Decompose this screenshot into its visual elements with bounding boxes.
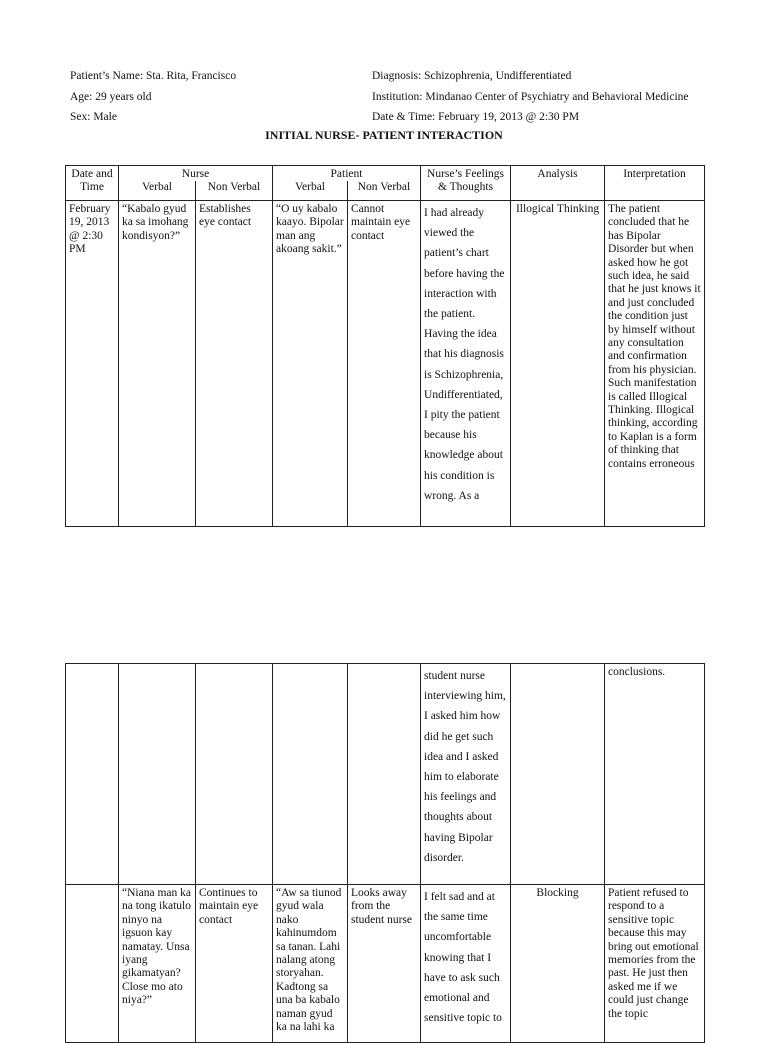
cell-interpretation: conclusions. xyxy=(605,664,705,885)
cell-patient-nonverbal: Cannot maintain eye contact xyxy=(348,200,421,526)
col-header-patient: Patient xyxy=(273,166,421,182)
cell-feelings: I had already viewed the patient’s chart before having the interaction with the patient. Having the idea that his diagnosis is Schizophrenia, Undifferentiated, I pity the patient because his knowledge about his condition is wrong. As a xyxy=(421,200,511,526)
cell-nurse-verbal: “Kabalo gyud ka sa imohang kondisyon?” xyxy=(119,200,196,526)
col-header-analysis: Analysis xyxy=(511,166,605,201)
cell-interpretation: Patient refused to respond to a sensitive topic because this may bring out emotional memories from the past. He just then asked me if we could just change the topic xyxy=(605,885,705,1043)
interaction-table xyxy=(65,165,705,527)
cell-patient-verbal: “O uy kabalo kaayo. Bipolar man ang akoang sakit.” xyxy=(273,200,348,526)
page-title: INITIAL NURSE- PATIENT INTERACTION xyxy=(265,128,503,142)
cell-analysis: Illogical Thinking xyxy=(511,200,605,526)
cell-nurse-nonverbal: Continues to maintain eye contact xyxy=(196,885,273,1043)
cell-date xyxy=(66,664,119,885)
col-header-interpretation: Interpretation xyxy=(605,166,705,201)
col-header-date: Date and Time xyxy=(66,166,119,201)
cell-nurse-nonverbal xyxy=(196,664,273,885)
cell-interpretation: The patient concluded that he has Bipolar Disorder but when asked how he got such idea, he said that he just knows it and just concluded the condition just by himself without any consultation and confirmation from his physician. Such manifestation is called Illogical Thinking. Illogical thinking, according to Kaplan is a form of thinking that contains erroneous xyxy=(605,200,705,526)
patient-name: Patient’s Name: Sta. Rita, Francisco xyxy=(70,70,237,82)
cell-patient-nonverbal: Looks away from the student nurse xyxy=(348,885,421,1043)
col-header-patient-nonverbal: Non Verbal xyxy=(348,181,421,200)
cell-nurse-verbal xyxy=(119,664,196,885)
col-header-nurse: Nurse xyxy=(119,166,273,182)
cell-date xyxy=(66,885,119,1043)
date-time: Date & Time: February 19, 2013 @ 2:30 PM xyxy=(372,111,580,123)
patient-sex: Sex: Male xyxy=(70,111,117,123)
cell-patient-nonverbal xyxy=(348,664,421,885)
col-header-nurse-nonverbal: Non Verbal xyxy=(196,181,273,200)
col-header-nurse-verbal: Verbal xyxy=(119,181,196,200)
cell-date: February 19, 2013 @ 2:30 PM xyxy=(66,200,119,526)
cell-nurse-verbal: “Niana man ka na tong ikatulo ninyo na igsuon kay namatay. Unsa iyang gikamatyan? Close mo ato niya?” xyxy=(119,885,196,1043)
cell-patient-verbal: “Aw sa tiunod gyud wala nako kahinumdom sa tanan. Lahi nalang atong storyahan. Kadtong sa una ba kabalo naman gyud ka na lahi ka xyxy=(273,885,348,1043)
diagnosis: Diagnosis: Schizophrenia, Undifferentiated xyxy=(372,70,572,82)
table-row xyxy=(66,664,705,885)
interaction-table-continued xyxy=(65,663,705,1043)
patient-age: Age: 29 years old xyxy=(70,91,152,103)
table-row xyxy=(66,885,705,1043)
institution: Institution: Mindanao Center of Psychiatry and Behavioral Medicine xyxy=(372,91,689,103)
cell-feelings: student nurse interviewing him, I asked him how did he get such idea and I asked him to elaborate his feelings and thoughts about having Bipolar disorder. xyxy=(421,664,511,885)
col-header-patient-verbal: Verbal xyxy=(273,181,348,200)
cell-patient-verbal xyxy=(273,664,348,885)
cell-analysis: Blocking xyxy=(511,885,605,1043)
cell-analysis xyxy=(511,664,605,885)
cell-nurse-nonverbal: Establishes eye contact xyxy=(196,200,273,526)
table-row xyxy=(66,200,705,526)
cell-feelings: I felt sad and at the same time uncomfortable knowing that I have to ask such emotional and sensitive topic to xyxy=(421,885,511,1043)
col-header-feelings: Nurse’s Feelings & Thoughts xyxy=(421,166,511,201)
